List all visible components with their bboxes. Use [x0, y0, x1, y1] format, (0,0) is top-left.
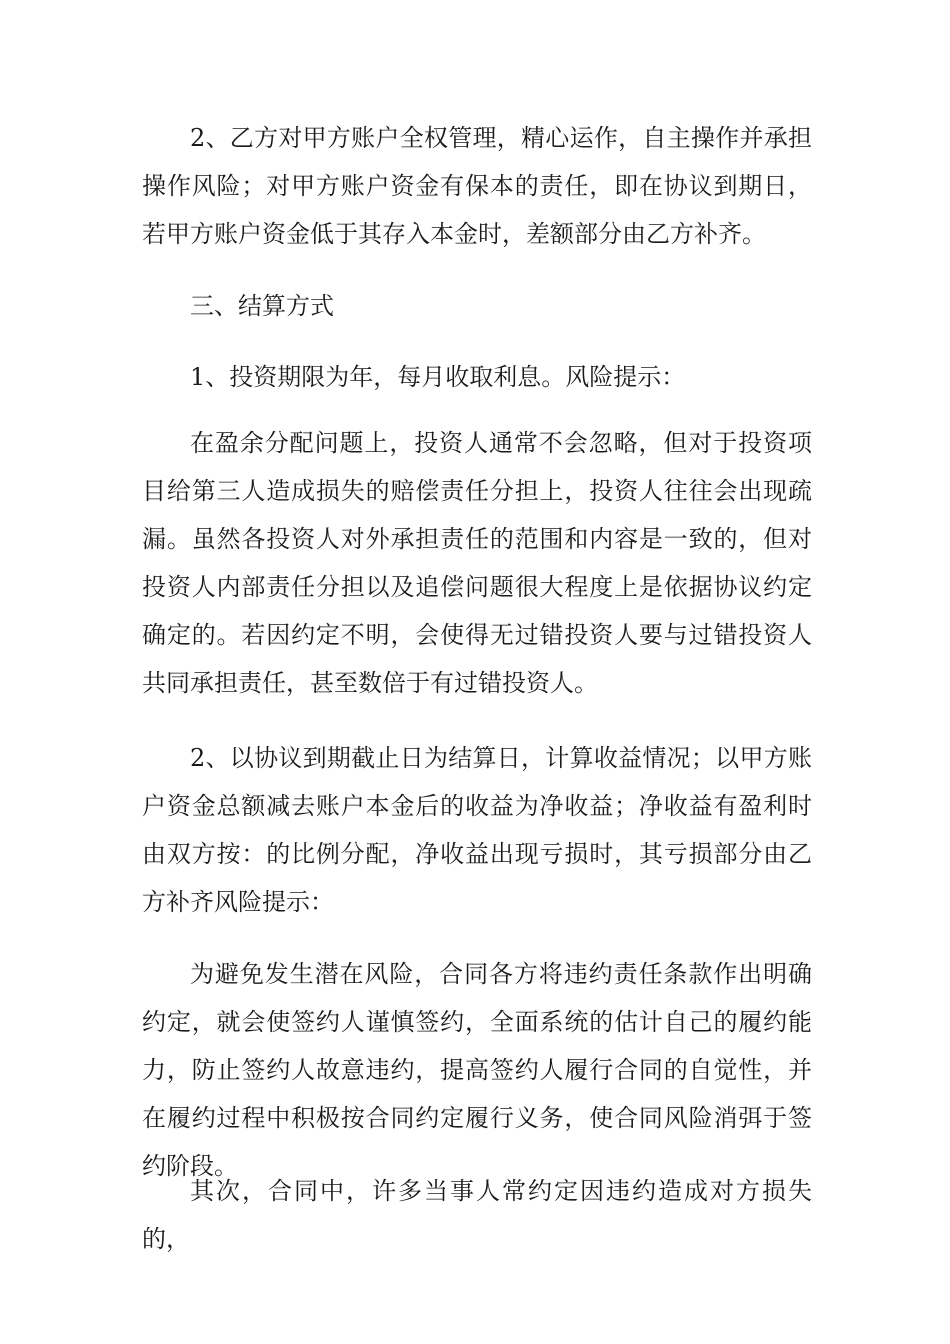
paragraph-secondly: 其次，合同中，许多当事人常约定因违约造成对方损失的，: [142, 1177, 812, 1253]
paragraph-account-management: 2、乙方对甲方账户全权管理，精心运作，自主操作并承担操作风险；对甲方账户资金有保本的责任，即在协议到期日，若甲方账户资金低于其存入本金时，差额部分由乙方补齐。: [142, 124, 812, 248]
paragraph-profit-distribution-risk: 在盈余分配问题上，投资人通常不会忽略，但对于投资项目给第三人造成损失的赔偿责任分担上，投资人往往会出现疏漏。虽然各投资人对外承担责任的范围和内容是一致的，但对投资人内部责任分担以及追偿问题很大程度上是依据协议约定确定的。若因约定不明，会使得无过错投资人要与过错投资人共同承担责任，甚至数倍于有过错投资人。: [142, 429, 812, 697]
paragraph-investment-term: 1、投资期限为年，每月收取利息。风险提示：: [190, 363, 686, 391]
section-heading-settlement: 三、结算方式: [190, 292, 334, 320]
paragraph-breach-liability-risk: 为避免发生潜在风险，合同各方将违约责任条款作出明确约定，就会使签约人谨慎签约，全面系统的估计自己的履约能力，防止签约人故意违约，提高签约人履行合同的自觉性，并在履约过程中积极按合同约定履行义务，使合同风险消弭于签约阶段。: [142, 960, 812, 1180]
paragraph-settlement-date: 2、以协议到期截止日为结算日，计算收益情况；以甲方账户资金总额减去账户本金后的收益为净收益；净收益有盈利时由双方按：的比例分配，净收益出现亏损时，其亏损部分由乙方补齐风险提示：: [142, 744, 812, 916]
